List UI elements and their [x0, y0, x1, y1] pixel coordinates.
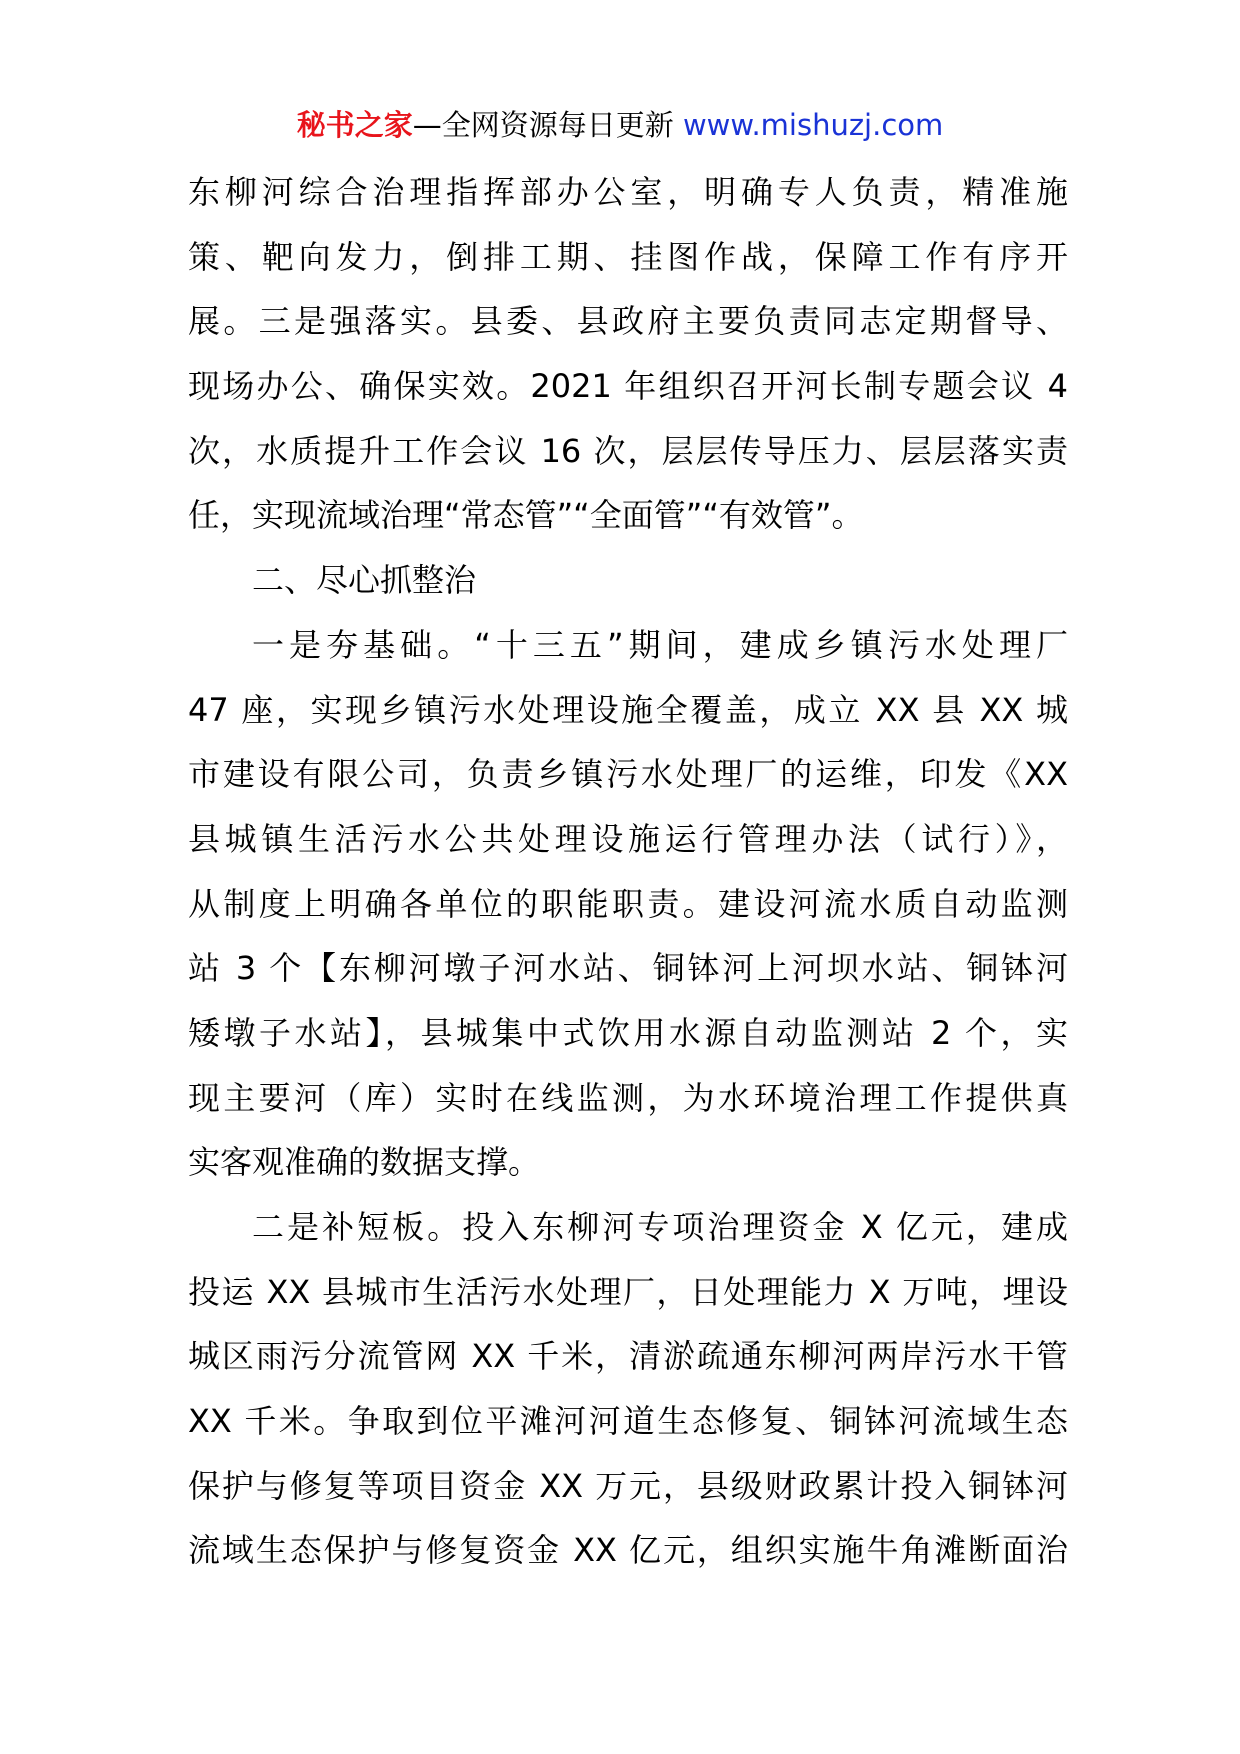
site-url-link[interactable]: www.mishuzj.com [682, 108, 944, 142]
text-line: 实客观准确的数据支撑。 [188, 1143, 541, 1182]
text-line: 站 3 个【东柳河墩子河水站、铜钵河上河坝水站、铜钵河 [188, 949, 1068, 988]
brand-name: 秘书之家 [296, 108, 413, 142]
text-line: 县城镇生活污水公共处理设施运行管理办法（试行）》， [188, 819, 1068, 858]
text-line: 投运 XX 县城市生活污水处理厂，日处理能力 X 万吨，埋设 [188, 1272, 1068, 1311]
text-line: 现场办公、确保实效。2021 年组织召开河长制专题会议 4 [188, 367, 1068, 406]
section-heading: 二、尽心抓整治 [252, 561, 477, 600]
text-line: 流域生态保护与修复资金 XX 亿元，组织实施牛角滩断面治 [188, 1531, 1068, 1570]
text-line: 策、靶向发力，倒排工期、挂图作战，保障工作有序开 [188, 237, 1068, 276]
text-line: 47 座，实现乡镇污水处理设施全覆盖，成立 XX 县 XX 城 [188, 690, 1068, 729]
page-header [0, 100, 1240, 150]
text-line: 矮墩子水站】，县城集中式饮用水源自动监测站 2 个，实 [188, 1013, 1068, 1052]
text-line: 次，水质提升工作会议 16 次，层层传导压力、层层落实责 [188, 431, 1068, 470]
text-line: 东柳河综合治理指挥部办公室，明确专人负责，精准施 [188, 173, 1068, 211]
text-line: 保护与修复等项目资金 XX 万元，县级财政累计投入铜钵河 [188, 1466, 1068, 1505]
text-line: 现主要河（库）实时在线监测，为水环境治理工作提供真 [188, 1078, 1068, 1117]
text-line: 任，实现流域治理“常态管”“全面管”“有效管”。 [188, 496, 864, 535]
text-line: 二是补短板。投入东柳河专项治理资金 X 亿元，建成 [252, 1208, 1068, 1246]
text-line: 展。三是强落实。县委、县政府主要负责同志定期督导、 [188, 302, 1068, 341]
header-tagline: —全网资源每日更新 [412, 108, 674, 142]
text-line: XX 千米。争取到位平滩河河道生态修复、铜钵河流域生态 [188, 1402, 1068, 1441]
text-line: 城区雨污分流管网 XX 千米，清淤疏通东柳河两岸污水干管 [188, 1337, 1068, 1376]
text-line: 一是夯基础。“十三五”期间，建成乡镇污水处理厂 [252, 625, 1068, 664]
text-line: 从制度上明确各单位的职能职责。建设河流水质自动监测 [188, 884, 1068, 923]
document-body [188, 160, 1068, 1583]
text-line: 市建设有限公司，负责乡镇污水处理厂的运维，印发《XX [188, 755, 1068, 794]
